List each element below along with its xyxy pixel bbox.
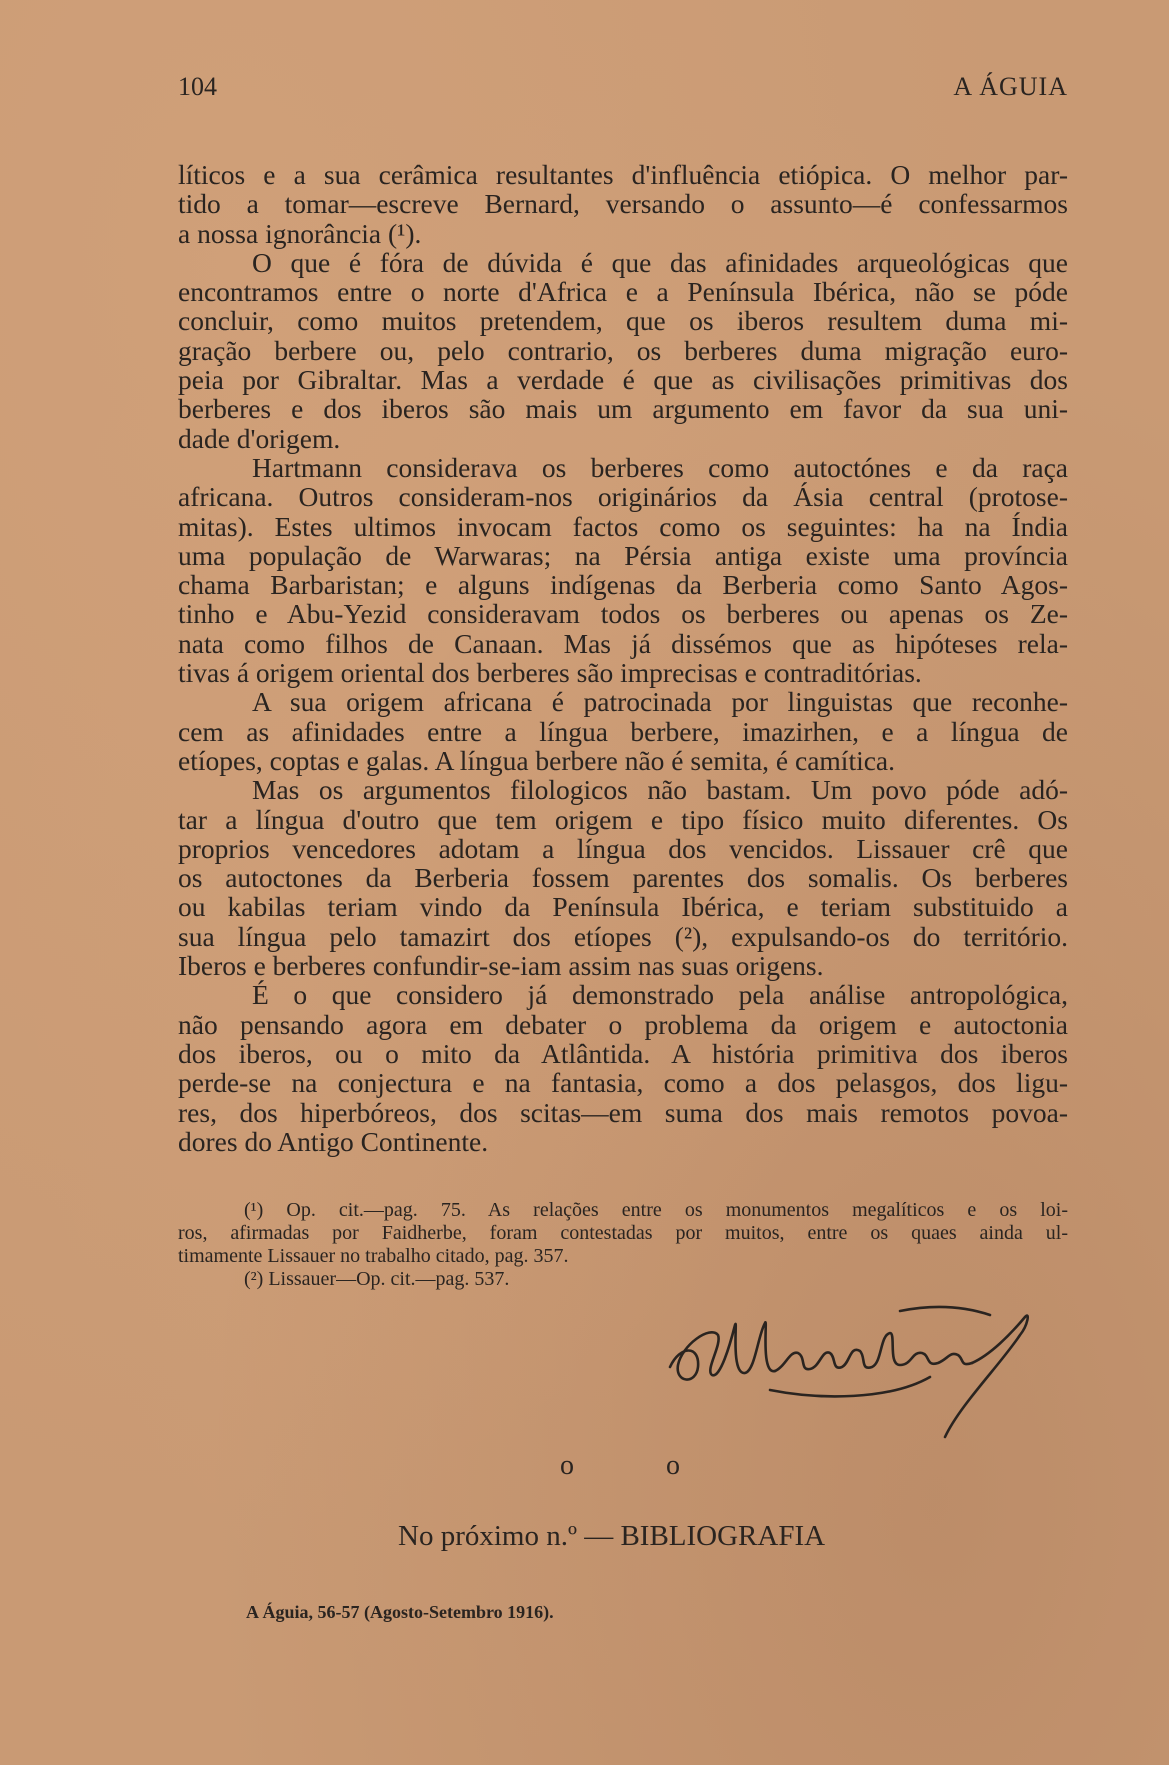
text-line: dade d'origem.: [178, 422, 341, 454]
text-line: dores do Antigo Continente.: [178, 1125, 489, 1157]
source-citation: A Águia, 56-57 (Agosto-Setembro 1916).: [246, 1602, 554, 1622]
text-line: nata como filhos de Canaan. Mas já dissémos que as hipóteses rela-: [178, 627, 1068, 659]
text-line: tivas á origem oriental dos berberes são imprecisas e contraditórias.: [178, 657, 922, 689]
page-number: 104: [178, 72, 217, 101]
text-line: uma população de Warwaras; na Pérsia antiga existe uma província: [178, 539, 1068, 571]
text-line: Iberos e berberes confundir-se-iam assim nas suas origens.: [178, 950, 824, 982]
ornament-circle: o: [666, 1450, 680, 1481]
footnote-line: (²) Lissauer—Op. cit.—pag. 537.: [244, 1268, 510, 1290]
text-line: É o que considero já demonstrado pela análise antropológica,: [252, 979, 1068, 1011]
text-line: não pensando agora em debater o problema da origem e autoctonia: [178, 1008, 1068, 1040]
next-issue-note: No próximo n.º — BIBLIOGRAFIA: [398, 1520, 826, 1552]
running-title: A ÁGUIA: [953, 72, 1068, 101]
text-line: A sua origem africana é patrocinada por linguistas que reconhe-: [252, 686, 1068, 718]
text-line: perde-se na conjectura e na fantasia, como a dos pelasgos, dos ligu-: [178, 1067, 1068, 1099]
text-line: cem as afinidades entre a língua berbere, imazirhen, e a língua de: [178, 715, 1068, 747]
text-line: tido a tomar—escreve Bernard, versando o assunto—é confessarmos: [178, 188, 1068, 220]
text-line: etíopes, coptas e galas. A língua berbere não é semita, é camítica.: [178, 744, 896, 776]
text-line: sua língua pelo tamazirt dos etíopes (²), expulsando-os do território.: [178, 920, 1068, 952]
footnote-line: (¹) Op. cit.—pag. 75. As relações entre os monumentos megalíticos e os loi-: [244, 1199, 1068, 1221]
text-line: O que é fóra de dúvida é que das afinidades arqueológicas que: [252, 246, 1068, 278]
text-line: líticos e a sua cerâmica resultantes d'influência etiópica. O melhor par-: [178, 159, 1068, 190]
text-line: concluir, como muitos pretendem, que os iberos resultem duma mi-: [178, 305, 1068, 337]
text-line: os autoctones da Berberia fossem parentes dos somalis. Os berberes: [178, 862, 1068, 894]
text-line: ou kabilas teriam vindo da Península Ibérica, e teriam substituido a: [178, 891, 1068, 923]
text-line: tar a língua d'outro que tem origem e tipo físico muito diferentes. Os: [178, 803, 1068, 835]
text-line: encontramos entre o norte d'Africa e a Península Ibérica, não se póde: [178, 276, 1068, 308]
text-line: proprios vencedores adotam a língua dos vencidos. Lissauer crê que: [178, 832, 1068, 864]
text-line: mitas). Estes ultimos invocam factos como os seguintes: ha na Índia: [178, 510, 1068, 542]
text-line: dos iberos, ou o mito da Atlântida. A história primitiva dos iberos: [178, 1037, 1068, 1069]
text-line: gração berbere ou, pelo contrario, os berberes duma migração euro-: [178, 334, 1068, 366]
footnotes: [178, 1199, 1068, 1291]
page-header: [178, 72, 1068, 108]
text-line: berberes e dos iberos são mais um argumento em favor da sua uni-: [178, 393, 1068, 425]
footnote-line: ros, afirmadas por Faidherbe, foram contestadas por muitos, entre os quaes ainda ul-: [178, 1222, 1068, 1244]
text-line: a nossa ignorância (¹).: [178, 217, 422, 249]
text-line: Mas os argumentos filologicos não bastam. Um povo póde adó-: [252, 774, 1068, 806]
text-line: peia por Gibraltar. Mas a verdade é que as civilisações primitivas dos: [178, 364, 1068, 396]
ornament-circle: o: [560, 1450, 574, 1481]
text-line: Hartmann considerava os berberes como autoctónes e da raça: [252, 451, 1068, 483]
text-line: res, dos hiperbóreos, dos scitas—em suma dos mais remotos povoa-: [178, 1096, 1068, 1128]
text-line: chama Barbaristan; e alguns indígenas da Berberia como Santo Agos-: [178, 569, 1068, 601]
handwritten-signature: [660, 1305, 1060, 1445]
body-text: [178, 160, 1068, 1156]
footnote-line: timamente Lissauer no trabalho citado, pag. 357.: [178, 1245, 569, 1267]
section-ornament: [560, 1450, 680, 1482]
text-line: africana. Outros consideram-nos originários da Ásia central (protose-: [178, 481, 1068, 513]
text-line: tinho e Abu-Yezid consideravam todos os berberes ou apenas os Ze-: [178, 598, 1068, 630]
